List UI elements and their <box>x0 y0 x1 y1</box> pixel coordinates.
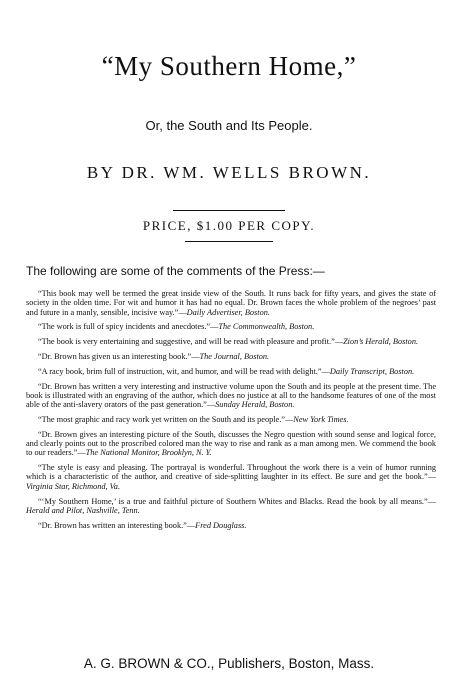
book-subtitle: Or, the South and Its People. <box>145 118 313 133</box>
review-source: Sunday Herald, Boston. <box>215 400 295 410</box>
review-text: “‘My Southern Home,’ is a true and faithful picture of Southern Whites and Blacks. Read the book by all means.”— <box>38 496 436 506</box>
review-item <box>26 367 436 376</box>
review-item <box>26 521 436 530</box>
review-text: “A racy book, brim full of instruction, wit, and humor, and will be read with delight.”— <box>38 366 330 376</box>
review-item <box>26 289 436 317</box>
review-text: “Dr. Brown gives an interesting picture of the South, discusses the Negro question with sound sense and logical force, and clearly points out to the proscribed colored man the way to rise and rank as a man among men. We commend the book to our readers.”— <box>26 429 436 458</box>
review-source: The Commonwealth, Boston. <box>218 322 315 332</box>
review-text: “Dr. Brown has given us an interesting book.”— <box>38 351 200 361</box>
review-text: “The most graphic and racy work yet written on the South and its people.”— <box>38 414 294 424</box>
author-line: BY DR. WM. WELLS BROWN. <box>86 163 372 182</box>
divider-rule-bottom <box>185 241 273 242</box>
review-source: Daily Transcript, Boston. <box>329 366 415 376</box>
review-item <box>26 352 436 361</box>
review-source: Fred Douglass. <box>195 520 247 530</box>
review-source: Daily Advertiser, Boston. <box>186 307 270 317</box>
review-item <box>26 337 436 346</box>
review-text: “This book may well be termed the great inside view of the South. It runs back for fifty years, and gives the state of society in the olden time. For wit and humor it has had no equal. Dr. Brown faces the whole problem of the negroes’ past and future in a manly, sensible, incisive way.”— <box>26 289 436 317</box>
review-text: “Dr. Brown has written an interesting book.”— <box>38 520 196 530</box>
review-source: New York Times. <box>293 414 349 424</box>
review-text: “The work is full of spicy incidents and anecdotes.”— <box>38 322 219 332</box>
review-item <box>26 430 436 458</box>
press-intro: The following are some of the comments of the Press:— <box>26 264 325 278</box>
review-item <box>26 382 436 410</box>
review-text: “The book is very entertaining and suggestive, and will be read with pleasure and profit.”— <box>38 337 344 347</box>
publisher-line: A. G. BROWN & CO., Publishers, Boston, Mass. <box>83 656 375 671</box>
review-item <box>26 463 436 491</box>
review-item <box>26 497 436 516</box>
review-text: “The style is easy and pleasing. The portrayal is wonderful. Throughout the work there is a vein of humor running which is a characteristic of the author, and creative of side-splitting laughter in its effect. Be sure and get the book.”— <box>26 463 436 482</box>
book-title: “My Southern Home,” <box>101 51 357 81</box>
review-source: The National Monitor, Brooklyn, N. Y. <box>85 448 212 458</box>
review-source: Zion’s Herald, Boston. <box>343 337 419 347</box>
review-source: The Journal, Boston. <box>199 351 270 361</box>
press-reviews <box>26 289 436 535</box>
review-text: “Dr. Brown has written a very interesting and instructive volume upon the South and its people at the present time. The book is illustrated with an engraving of the author, which does no justice at all to the handsome features of one of the most able of the anti-slavery orators of the past generation.”— <box>26 381 436 410</box>
price-line: PRICE, $1.00 PER COPY. <box>142 218 316 233</box>
review-item <box>26 415 436 424</box>
review-item <box>26 322 436 331</box>
review-source: Herald and Pilot, Nashville, Tenn. <box>26 505 140 515</box>
divider-rule-top <box>173 210 285 211</box>
review-source: Virginia Star, Richmond, Va. <box>26 481 121 491</box>
